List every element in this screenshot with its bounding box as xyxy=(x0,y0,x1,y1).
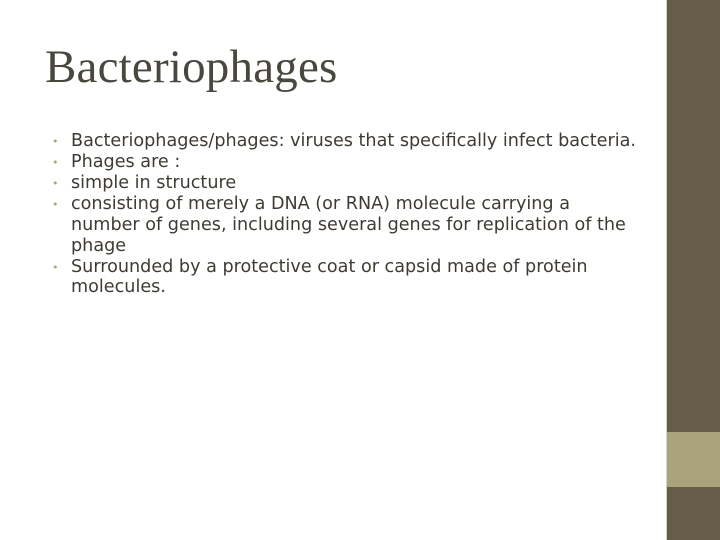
bullet-icon: • xyxy=(52,197,59,211)
bullet-icon: • xyxy=(52,176,59,190)
band-light-middle xyxy=(667,432,720,487)
bullet-text: Bacteriophages/phages: viruses that specifically infect bacteria. xyxy=(71,131,636,151)
bullet-list xyxy=(52,131,642,298)
bullet-item xyxy=(52,173,642,194)
band-dark-top xyxy=(667,0,720,432)
band-dark-bottom xyxy=(667,487,720,540)
bullet-item xyxy=(52,152,642,173)
bullet-icon: • xyxy=(52,155,59,169)
decorative-side-band xyxy=(666,0,720,540)
bullet-text: simple in structure xyxy=(71,172,237,193)
bullet-text: Phages are : xyxy=(71,151,181,172)
bullet-item xyxy=(52,131,642,152)
bullet-item xyxy=(52,257,642,299)
bullet-item xyxy=(52,194,642,257)
slide-title: Bacteriophages xyxy=(45,41,338,93)
bullet-text: Surrounded by a protective coat or capsid made of protein molecules. xyxy=(71,256,588,298)
bullet-text: consisting of merely a DNA (or RNA) molecule carrying a number of genes, including several genes for replication of the phage xyxy=(71,193,626,256)
bullet-icon: • xyxy=(52,135,59,148)
bullet-icon: • xyxy=(52,260,59,274)
